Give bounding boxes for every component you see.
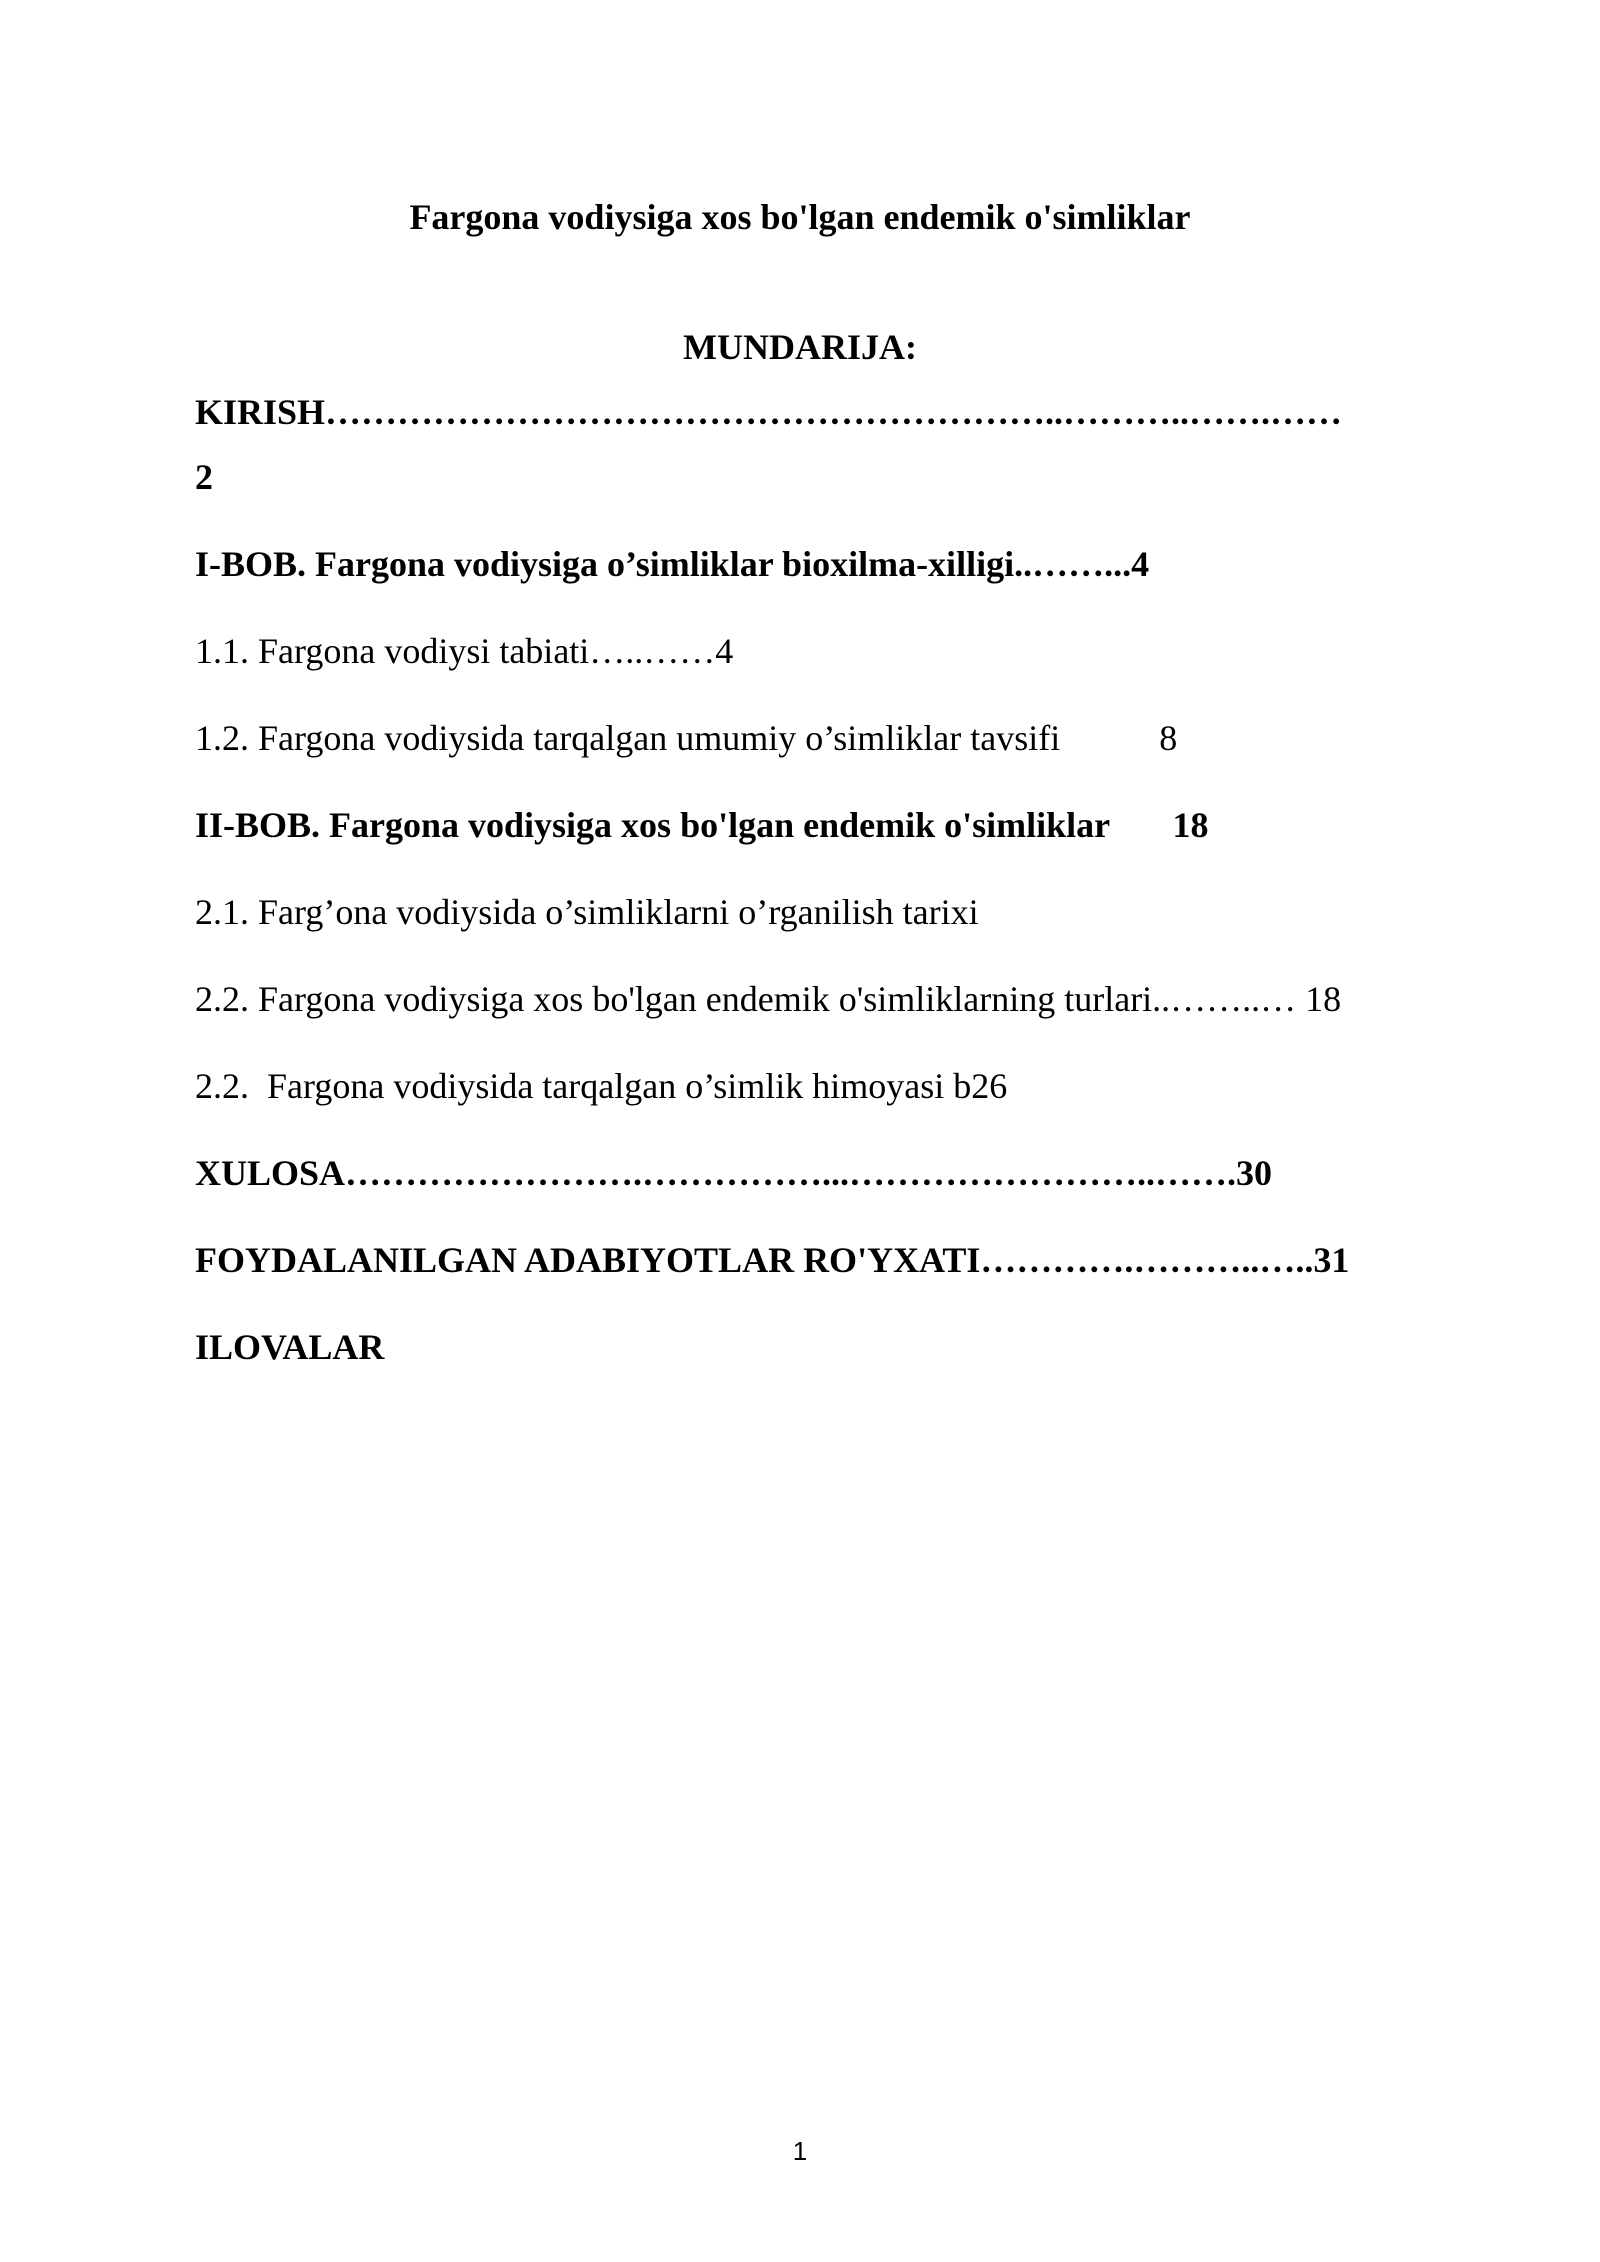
toc-entry-section-2-2-b: 2.2. Fargona vodiysida tarqalgan o’simlik himoyasi b26 (195, 1066, 1008, 1106)
toc-entry-section-2-2: 2.2. Fargona vodiysiga xos bo'lgan endemik o'simliklarning turlari..……..… 18 (195, 979, 1342, 1019)
toc-entry-section-2-1: 2.1. Farg’ona vodiysida o’simliklarni o’rganilish tarixi (195, 892, 979, 932)
toc-entry-section-1-1: 1.1. Fargona vodiysi tabiati…..……4 (195, 631, 734, 671)
toc-entry-references: FOYDALANILGAN ADABIYOTLAR RO'YXATI………….………..…..31 (195, 1240, 1350, 1280)
toc-entry-kirish-page: 2 (195, 457, 213, 497)
toc-entry-chapter-1: I-BOB. Fargona vodiysiga o’simliklar bioxilma-xilligi..……...4 (195, 544, 1150, 584)
toc-entry-appendices: ILOVALAR (195, 1327, 385, 1367)
toc-heading: MUNDARIJA: (683, 327, 917, 367)
toc-entry-chapter-2: II-BOB. Fargona vodiysiga xos bo'lgan endemik o'simliklar 18 (195, 805, 1209, 845)
toc-entry-xulosa: XULOSA…………………….……………...……………………..…….30 (195, 1153, 1273, 1193)
toc-entry-section-1-2: 1.2. Fargona vodiysida tarqalgan umumiy o’simliklar tavsifi 8 (195, 718, 1178, 758)
document-title: Fargona vodiysiga xos bo'lgan endemik o'simliklar (409, 197, 1191, 237)
toc-entry-kirish: KIRISH……………………………………………………..………..…….…… (195, 392, 1343, 432)
page-number: 1 (792, 2136, 808, 2166)
